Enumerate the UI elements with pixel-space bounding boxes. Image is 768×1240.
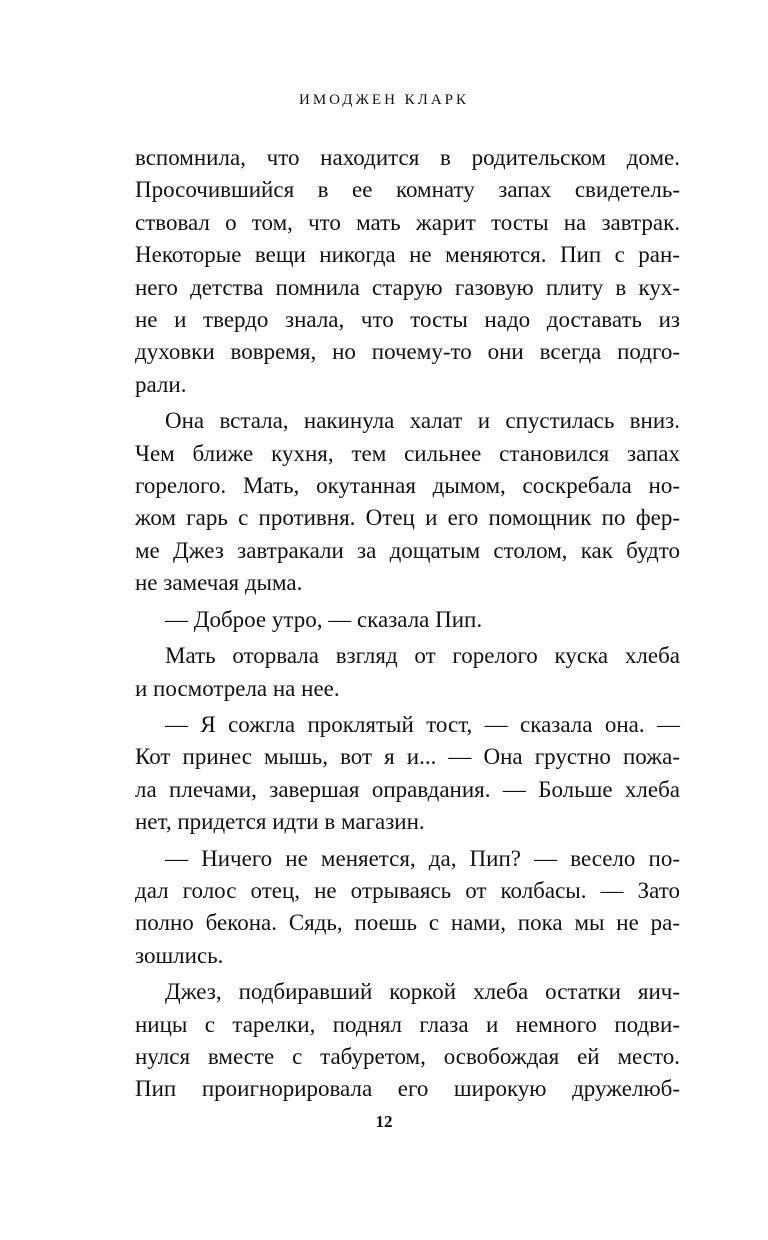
- text-line: и посмотрела на нее.: [135, 675, 340, 701]
- paragraph: [135, 976, 680, 1106]
- text-line: него детства помнила старую газовую плиту в кух-: [135, 274, 680, 300]
- text-line: ствовал о том, что мать жарит тосты на завтрак.: [135, 209, 680, 235]
- paragraph: [135, 604, 680, 636]
- text-line: не замечая дыма.: [135, 570, 303, 596]
- paragraph: [135, 640, 680, 705]
- text-line: горелого. Мать, окутанная дымом, соскребала но-: [135, 473, 680, 499]
- text-line: ницы с тарелки, поднял глаза и немного подви-: [135, 1011, 680, 1037]
- text-line: — Я сожгла проклятый тост, — сказала она. —: [165, 711, 680, 737]
- paragraph: [135, 709, 680, 839]
- text-line: Просочившийся в ее комнату запах свидетель-: [135, 177, 680, 203]
- text-line: ла плечами, завершая оправдания. — Больше хлеба: [135, 776, 680, 802]
- page-number: 12: [375, 1112, 393, 1131]
- text-line: полно бекона. Сядь, поешь с нами, пока мы не ра-: [135, 910, 680, 936]
- text-line: жом гарь с противня. Отец и его помощник по фер-: [135, 505, 680, 531]
- text-line: Некоторые вещи никогда не меняются. Пип с ран-: [135, 242, 680, 268]
- text-line: зошлись.: [135, 942, 224, 968]
- paragraph: [135, 405, 680, 599]
- running-head: ИМОДЖЕН КЛАРК: [298, 92, 470, 108]
- text-line: Кот принес мышь, вот я и... — Она грустно пожа-: [135, 744, 680, 770]
- text-line: — Доброе утро, — сказала Пип.: [165, 606, 483, 632]
- text-line: Мать оторвала взгляд от горелого куска хлеба: [165, 643, 680, 669]
- paragraph: [135, 142, 680, 401]
- paragraph: [135, 843, 680, 973]
- text-line: Она встала, накинула халат и спустилась вниз.: [165, 408, 680, 434]
- text-line: Джез, подбиравший коркой хлеба остатки яич-: [165, 979, 680, 1005]
- text-line: нулся вместе с табуретом, освобождая ей место.: [135, 1043, 680, 1069]
- text-line: не и твердо знала, что тосты надо доставать из: [135, 307, 680, 333]
- text-line: вспомнила, что находится в родительском доме.: [135, 145, 680, 170]
- text-line: нет, придется идти в магазин.: [135, 809, 425, 835]
- body-text: [135, 142, 680, 1110]
- text-line: ме Джез завтракали за дощатым столом, как будто: [135, 537, 680, 563]
- text-line: Чем ближе кухня, тем сильнее становился запах: [135, 440, 680, 466]
- text-line: рали.: [135, 371, 187, 397]
- text-line: — Ничего не меняется, да, Пип? — весело по-: [165, 845, 680, 871]
- text-line: духовки вовремя, но почему-то они всегда подго-: [135, 339, 680, 365]
- text-line: дал голос отец, не отрываясь от колбасы. — Зато: [135, 877, 680, 903]
- text-line: Пип проигнорировала его широкую дружелюб-: [135, 1076, 680, 1102]
